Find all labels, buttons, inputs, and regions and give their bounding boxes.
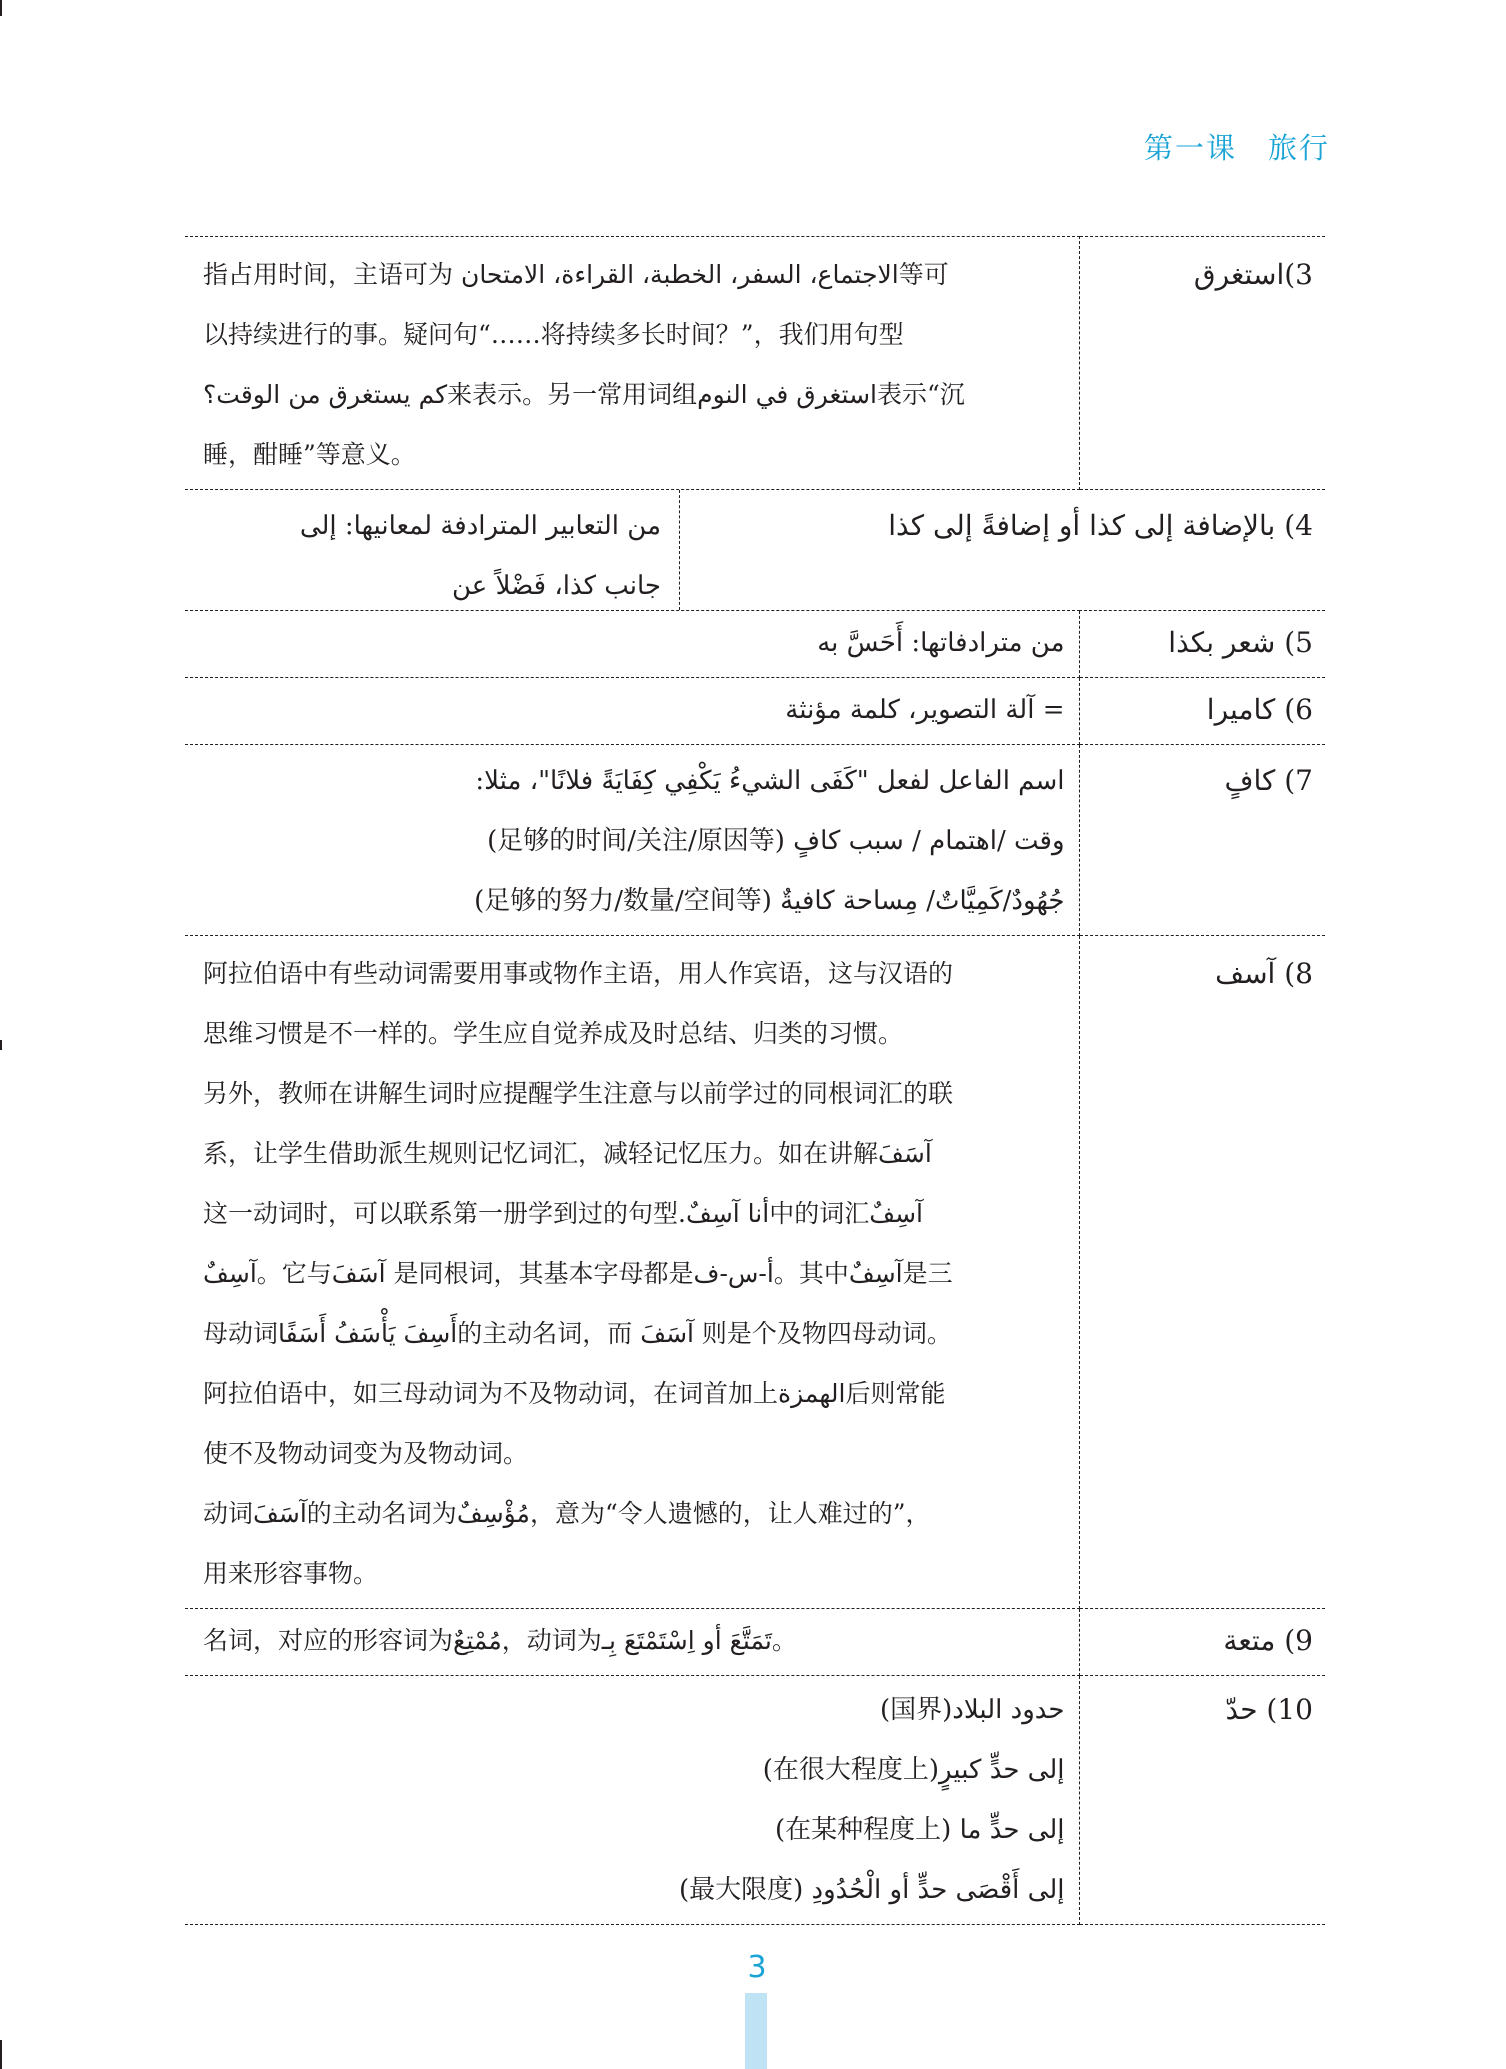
- note-term: 3)استغرق: [1079, 237, 1325, 490]
- explanation-line: 这一动词时，可以联系第一册学到过的句型.أنا آسِفٌ中的词汇آسِفٌ: [203, 1199, 923, 1228]
- note-term: 7) كافٍ: [1079, 745, 1325, 936]
- note-explanation: [185, 936, 1079, 1609]
- note-explanation: [185, 1609, 1079, 1676]
- explanation-line: 用来形容事物。: [203, 1559, 379, 1588]
- explanation-line: إلى حدٍّ كبيرٍ(在很大程度上): [762, 1755, 1065, 1785]
- explanation-line: كم يستغرق من الوقت؟来表示。另一常用词组استغرق في النوم表示“沉: [203, 380, 965, 409]
- page-number: 3: [747, 1950, 767, 1985]
- crop-mark: [0, 1040, 2, 1050]
- note-term: 9) متعة: [1079, 1609, 1325, 1676]
- explanation-line: 名词，对应的形容词为مُمْتِعٌ，动词为تَمَتَّعَ أو اِسْتَمْتَعَ بِـ。: [203, 1626, 797, 1655]
- note-explanation: [185, 611, 1079, 678]
- explanation-line: آسِفٌ。它与آسَفَ 是同根词，其基本字母都是أ-س-ف。其中آسِفٌ是三: [203, 1259, 953, 1288]
- explanation-line: 阿拉伯语中，如三母动词为不及物动词，在词首加上الهمزة后则常能: [203, 1379, 946, 1408]
- vocabulary-notes-table: [185, 236, 1325, 1925]
- explanation-line: وقت /اهتمام / سبب كافٍ (足够的时间/关注/原因等): [487, 826, 1065, 856]
- lesson-header: 第一课 旅行: [1143, 131, 1330, 165]
- note-explanation: [185, 678, 1079, 745]
- explanation-line: 使不及物动词变为及物动词。: [203, 1439, 529, 1468]
- explanation-line: 动词آسَفَ的主动名词为مُؤْسِفٌ，意为“令人遗憾的，让人难过的”，: [203, 1499, 931, 1528]
- explanation-line: جُهُودٌ/كَمِيَّاتٌ/ مِساحة كافيةٌ (足够的努力/数量/空间等): [474, 886, 1065, 916]
- explanation-line: حدود البلاد(国界): [879, 1695, 1065, 1725]
- page-tab: [745, 1993, 767, 2069]
- note-explanation: [185, 237, 1079, 490]
- note-term: 8) آسف: [1079, 936, 1325, 1609]
- explanation-line: = آلة التصوير، كلمة مؤنثة: [785, 695, 1065, 725]
- note-row-8: [185, 936, 1325, 1609]
- note-row-10: [185, 1676, 1325, 1925]
- note-row-5: [185, 611, 1325, 678]
- explanation-line: 指占用时间，主语可为 الاجتماع، السفر، الخطبة، القراءة، الامتحان等可: [203, 260, 949, 289]
- explanation-line: 另外，教师在讲解生词时应提醒学生注意与以前学过的同根词汇的联: [203, 1079, 954, 1108]
- explanation-line: 阿拉伯语中有些动词需要用事或物作主语，用人作宾语，这与汉语的: [203, 959, 954, 988]
- explanation-line: 系，让学生借助派生规则记忆词汇，减轻记忆压力。如在讲解آسَفَ: [203, 1139, 932, 1168]
- explanation-line: من التعابير المترادفة لمعانيها: إلى: [299, 511, 661, 541]
- note-row-7: [185, 745, 1325, 936]
- note-term: 6) كاميرا: [1079, 678, 1325, 745]
- explanation-line: من مترادفاتها: أَحَسَّ به: [817, 628, 1065, 658]
- explanation-line: اسم الفاعل لفعل "كَفَى الشيءُ يَكْفِي كِفَايَةً فلانًا"، مثلا:: [475, 766, 1065, 796]
- note-term: 5) شعر بكذا: [1079, 611, 1325, 678]
- explanation-line: 母动词أَسِفَ يَأْسَفُ أَسَفًا的主动名词，而 آسَفَ 则是个及物四母动词。: [203, 1319, 952, 1348]
- note-row-9: [185, 1609, 1325, 1676]
- explanation-line: جانب كذا، فَضْلاً عن: [452, 571, 661, 601]
- explanation-line: 睡，酣睡”等意义。: [203, 440, 416, 469]
- note-explanation: [185, 1676, 1079, 1925]
- explanation-line: إلى حدٍّ ما (在某种程度上): [775, 1815, 1065, 1845]
- note-row-6: [185, 678, 1325, 745]
- explanation-line: 以持续进行的事。疑问句“……将持续多长时间？”，我们用句型: [203, 320, 904, 349]
- explanation-line: 思维习惯是不一样的。学生应自觉养成及时总结、归类的习惯。: [203, 1019, 904, 1048]
- note-row-3: [185, 237, 1325, 490]
- note-term: 4) بالإضافة إلى كذا أو إضافةً إلى كذا: [888, 509, 1313, 542]
- note-explanation: [185, 490, 680, 610]
- note-explanation: [185, 745, 1079, 936]
- note-row-4: [185, 490, 1325, 611]
- crop-mark: [0, 2040, 2, 2069]
- crop-mark: [0, 0, 2, 16]
- explanation-line: إلى أَقْصَى حدٍّ أو الْحُدُودِ (最大限度): [678, 1875, 1065, 1905]
- note-term: 10) حدّ: [1079, 1676, 1325, 1925]
